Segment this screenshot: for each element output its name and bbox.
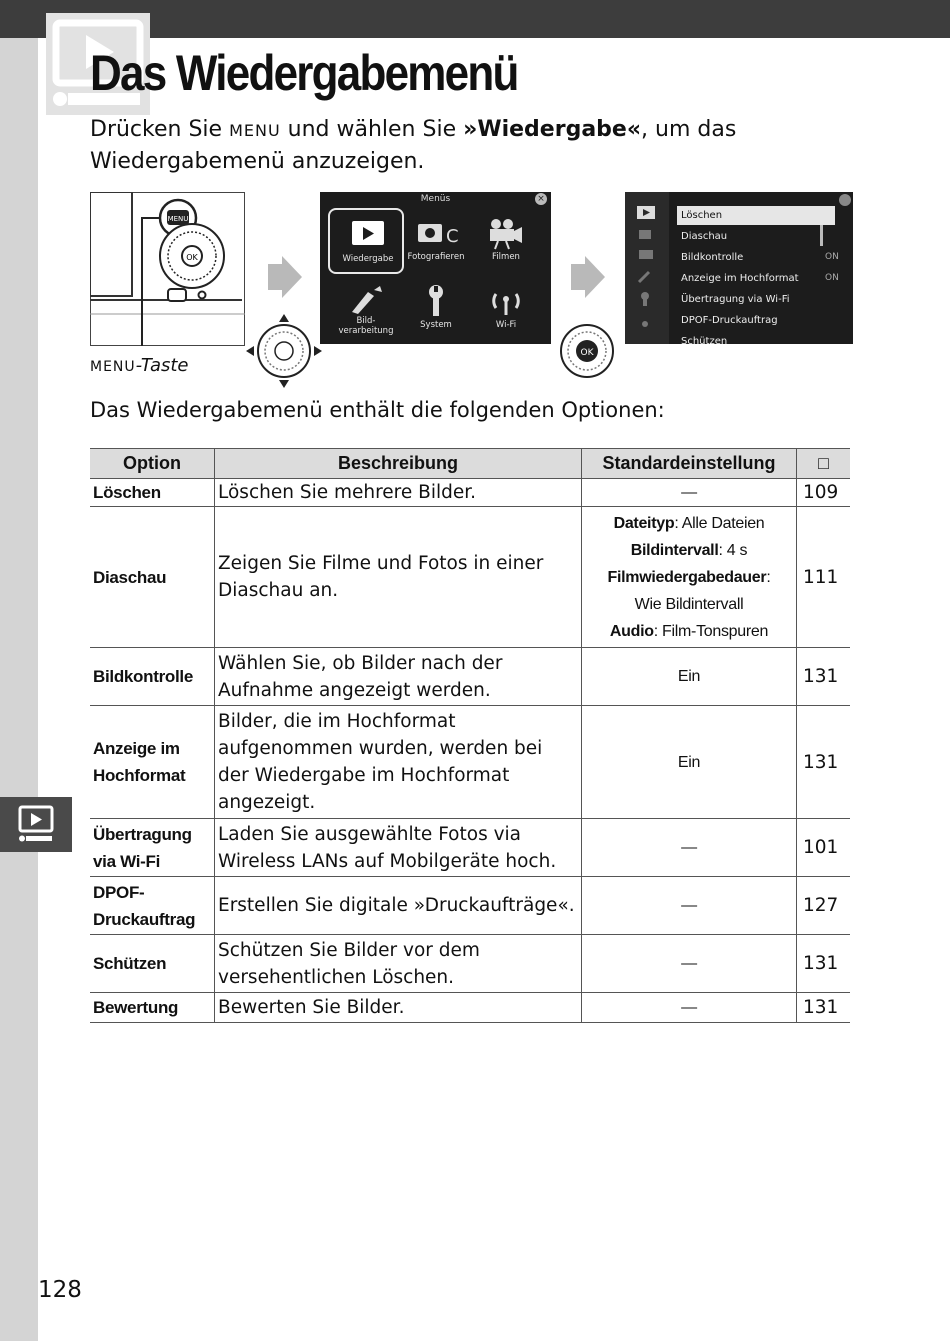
option-default: — [582, 479, 797, 507]
option-description: Wählen Sie, ob Bilder nach der Aufnahme angezeigt werden. [215, 648, 582, 706]
page-reference[interactable]: 131 [797, 993, 851, 1023]
table-row [90, 993, 850, 1023]
svg-text:OK: OK [186, 253, 198, 262]
menus-screen [320, 192, 551, 344]
option-name: DPOF-Druckauftrag [90, 877, 215, 935]
playback-menu-item[interactable]: DPOF-Druckauftrag [681, 315, 778, 326]
option-name: Diaschau [90, 507, 215, 648]
option-description: Laden Sie ausgewählte Fotos via Wireless LANs auf Mobilgeräte hoch. [215, 819, 582, 877]
playback-menu-item[interactable]: Diaschau [681, 231, 728, 242]
tile-filmen[interactable]: Filmen [468, 208, 544, 274]
tile-system[interactable]: System [398, 276, 474, 342]
option-default: — [582, 935, 797, 993]
page-title: Das Wiedergabemenü [90, 45, 518, 101]
table-row [90, 507, 850, 648]
tile-bildverarbeitung[interactable]: Bild- verarbeitung [328, 276, 404, 342]
col-description: Beschreibung [215, 449, 582, 479]
page-reference[interactable]: 131 [797, 935, 851, 993]
bottom-strip [0, 1312, 38, 1341]
option-default: — [582, 993, 797, 1023]
chapter-tab[interactable] [0, 797, 72, 852]
option-name: Bewertung [90, 993, 215, 1023]
svg-text:C: C [446, 226, 459, 247]
option-name: Übertragung via Wi-Fi [90, 819, 215, 877]
playback-menu-item[interactable]: Schützen [681, 336, 728, 344]
svg-text:OK: OK [580, 348, 594, 358]
tile-wifi[interactable]: Wi-Fi [468, 276, 544, 342]
menu-tabs-column [625, 192, 669, 344]
multi-selector-icon [246, 314, 322, 388]
option-default: Dateityp: Alle Dateien Bildintervall: 4 s Filmwiedergabedauer: Wie Bildintervall Audio: Film-Tonspuren [582, 507, 797, 648]
playback-menu-item[interactable]: Anzeige im Hochformat [681, 273, 799, 284]
page-reference[interactable]: 131 [797, 648, 851, 706]
camera-icon [398, 216, 474, 250]
tile-fotografieren[interactable]: C Fotografieren [398, 208, 474, 274]
retouch-icon [328, 284, 404, 318]
menus-screen-header: Menüs [420, 194, 451, 204]
back-icon[interactable] [839, 194, 851, 206]
camera-back-illustration [90, 192, 245, 346]
option-default: — [582, 877, 797, 935]
svg-text:MENU: MENU [167, 215, 189, 223]
book-icon: □ [818, 453, 829, 473]
option-name: Löschen [90, 479, 215, 507]
page-reference[interactable]: 111 [797, 507, 851, 648]
option-default: Ein [582, 706, 797, 819]
page-reference[interactable]: 131 [797, 706, 851, 819]
option-description: Bilder, die im Hochformat aufgenommen wurden, werden bei der Wiedergabe im Hochformat angezeigt. [215, 706, 582, 819]
side-strip [0, 38, 38, 1341]
col-default: Standardeinstellung [582, 449, 797, 479]
playback-menu-item[interactable]: Bildkontrolle [681, 252, 744, 263]
options-intro: Das Wiedergabemenü enthält die folgenden Optionen: [90, 398, 665, 422]
option-name: Anzeige im Hochformat [90, 706, 215, 819]
option-name: Bildkontrolle [90, 648, 215, 706]
option-description: Bewerten Sie Bilder. [215, 993, 582, 1023]
col-option: Option [90, 449, 215, 479]
option-description: Löschen Sie mehrere Bilder. [215, 479, 582, 507]
col-page [797, 449, 851, 479]
page-reference[interactable]: 101 [797, 819, 851, 877]
intro-text: Drücken Sie MENU und wählen Sie »Wiedergabe«, um das Wiedergabemenü anzuzeigen. [90, 117, 737, 174]
table-row [90, 648, 850, 706]
page-reference[interactable]: 109 [797, 479, 851, 507]
playback-menu-item[interactable]: Übertragung via Wi-Fi [681, 294, 790, 305]
menu-button-caption: MENU-Taste [90, 355, 189, 376]
option-default: Ein [582, 648, 797, 706]
playback-tab-icon [18, 805, 54, 843]
page-number: 128 [38, 1277, 82, 1303]
option-description: Schützen Sie Bilder vor dem versehentlichen Löschen. [215, 935, 582, 993]
wrench-icon [398, 284, 474, 318]
table-row [90, 819, 850, 877]
playback-menu-screen [625, 192, 853, 344]
right-arrow-icon [268, 256, 302, 298]
ok-button-icon [559, 323, 615, 379]
option-default: — [582, 819, 797, 877]
playback-menu-value: ON [825, 252, 839, 262]
options-table [90, 448, 850, 1023]
wifi-icon [468, 284, 544, 318]
option-description: Zeigen Sie Filme und Fotos in einer Diaschau an. [215, 507, 582, 648]
table-header-row [90, 449, 850, 479]
playback-menu-item[interactable]: Löschen [677, 206, 835, 225]
table-row [90, 935, 850, 993]
option-name: Schützen [90, 935, 215, 993]
table-row [90, 479, 850, 507]
page-reference[interactable]: 127 [797, 877, 851, 935]
playback-icon [330, 218, 406, 252]
table-row [90, 877, 850, 935]
movie-camera-icon [468, 216, 544, 250]
table-row [90, 706, 850, 819]
tile-wiedergabe[interactable]: Wiedergabe [328, 208, 404, 274]
close-icon: × [535, 193, 547, 205]
menu-key-symbol: MENU [229, 121, 281, 140]
option-description: Erstellen Sie digitale »Druckaufträge«. [215, 877, 582, 935]
right-arrow-icon [571, 256, 605, 298]
playback-menu-value: ON [825, 273, 839, 283]
